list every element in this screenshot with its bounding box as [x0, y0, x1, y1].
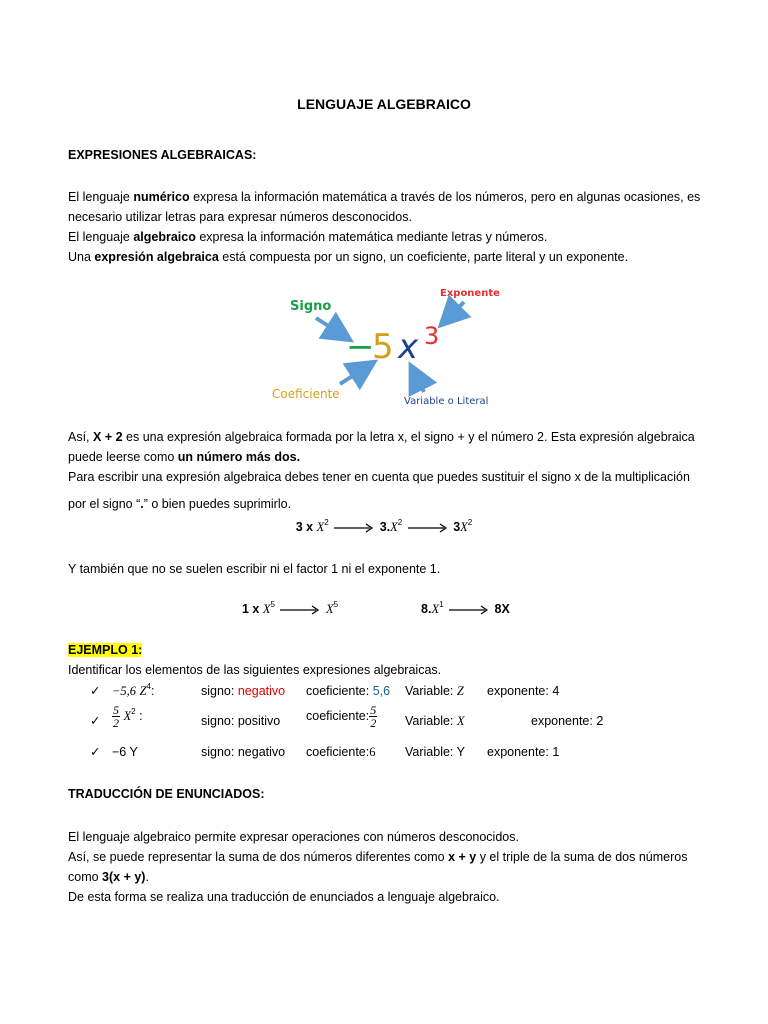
exponente-field: exponente: 1: [487, 745, 560, 759]
label-signo: Signo: [290, 299, 332, 314]
paragraph-line: El lenguaje numérico expresa la información matemática a través de los números, pero en algunas ocasiones, es: [68, 190, 701, 204]
arrow-coeficiente: [340, 366, 368, 384]
example-expression-3: −6 Y: [112, 745, 138, 759]
variable-glyph: x: [398, 327, 419, 367]
sign-glyph: −: [346, 327, 375, 367]
example-heading: EJEMPLO 1:: [68, 643, 143, 657]
exponente-field: exponente: 4: [487, 684, 560, 698]
check-icon: ✓: [90, 713, 101, 728]
paragraph-line: Así, se puede representar la suma de dos números diferentes como x + y y el triple de la suma de dos números: [68, 850, 688, 864]
variable-field: Variable: Y: [405, 745, 466, 759]
right-arrow-icon: [406, 523, 450, 533]
paragraph-line: Y también que no se suelen escribir ni el factor 1 ni el exponente 1.: [68, 562, 441, 576]
coefficient-glyph: 5: [372, 327, 394, 367]
label-coeficiente: Coeficiente: [272, 387, 340, 401]
multiplication-sequence: 3 x $X^2$ $3.X^2$ $3X^2$: [295, 518, 473, 534]
paragraph-line: De esta forma se realiza una traducción de enunciados a lenguaje algebraico.: [68, 890, 500, 904]
example-expression-1: −5,6 $Z^4$:: [112, 682, 155, 698]
label-variable: Variable o Literal: [404, 396, 489, 407]
variable-field: Variable: Z: [405, 684, 464, 698]
paragraph-line: necesario utilizar letras para expresar números desconocidos.: [68, 210, 412, 224]
paragraph-line: por el signo “.” o bien puedes suprimirlo.: [68, 497, 292, 511]
paragraph-line: Así, X + 2 es una expresión algebraica formada por la letra x, el signo + y el número 2. Esta expresión algebraica: [68, 430, 695, 444]
example-expression-2: $\frac{5}{2}$ $X^2$ :: [113, 703, 143, 730]
paragraph-line: como 3(x + y).: [68, 870, 149, 884]
section-heading-traduccion: TRADUCCIÓN DE ENUNCIADOS:: [68, 787, 265, 801]
check-icon: ✓: [90, 744, 101, 759]
signo-field: signo: negativo: [201, 684, 286, 698]
variable-field: Variable: X: [405, 714, 465, 728]
check-icon: ✓: [90, 683, 101, 698]
paragraph-line: puede leerse como un número más dos.: [68, 450, 301, 464]
exponente-field: exponente: 2: [531, 714, 604, 728]
example-instruction: Identificar los elementos de las siguientes expresiones algebraicas.: [68, 663, 442, 677]
paragraph-line: Una expresión algebraica está compuesta por un signo, un coeficiente, parte literal y un exponente.: [68, 250, 629, 264]
paragraph-line: El lenguaje algebraico expresa la información matemática mediante letras y números.: [68, 230, 548, 244]
arrow-signo: [316, 318, 344, 336]
coeficiente-field: coeficiente:6: [306, 745, 376, 759]
section-heading-expresiones: EXPRESIONES ALGEBRAICAS:: [68, 148, 257, 162]
exponent-glyph: 3: [424, 322, 440, 350]
coeficiente-field: coeficiente: 5,6: [306, 684, 391, 698]
arrow-variable: [414, 372, 424, 392]
right-arrow-icon: [332, 523, 376, 533]
paragraph-line: El lenguaje algebraico permite expresar operaciones con números desconocidos.: [68, 830, 519, 844]
factor-sequence-1: 1 x $X^5$ $X^5$: [242, 600, 339, 616]
factor-sequence-2: $8.X^1$ 8X: [421, 600, 510, 616]
right-arrow-icon: [278, 605, 322, 615]
arrow-exponente: [446, 302, 464, 320]
coeficiente-field: coeficiente: $\frac{5}{2}$: [306, 703, 377, 730]
right-arrow-icon: [447, 605, 491, 615]
label-exponente: Exponente: [440, 288, 500, 299]
page-title: LENGUAJE ALGEBRAICO: [297, 96, 471, 112]
algebraic-expression-diagram: [268, 280, 504, 410]
signo-field: signo: negativo: [201, 745, 286, 759]
paragraph-line: Para escribir una expresión algebraica debes tener en cuenta que puedes sustituir el signo x de la multiplicación: [68, 470, 690, 484]
signo-field: signo: positivo: [201, 714, 281, 728]
